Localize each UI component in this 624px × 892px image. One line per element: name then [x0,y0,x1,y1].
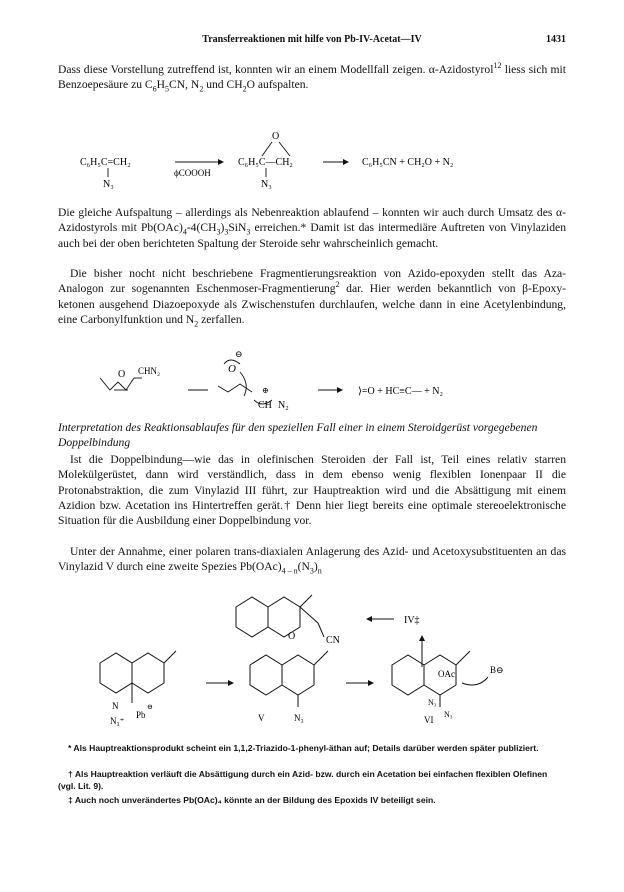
scheme3-n3-vi-2: N₃ [444,710,453,719]
scheme1-epoxide-o: O [272,131,280,142]
scheme3-n: N [112,701,119,711]
scheme1-arrowhead-2 [343,159,349,165]
scheme3-arrowhead-2 [368,680,374,686]
scheme3-o: O [288,631,296,642]
p2-text-e: erreichen.* Damit ist das intermediäre Auftreten von Vinylaziden auch bei der oben berichteten Spaltung der Steroide sehr wahrscheinlich gemacht. [58,221,566,250]
p3-text-a: Die bisher nocht nicht beschriebene Fragmentierungsreaktion von Azido-epoxyden stellt das Aza-Analogon zur sogenannten Eschenmoser-Fragmentierung [58,267,566,296]
scheme1-products: C₆H₅CN + CH₂O + N₂ [362,157,454,168]
p3-ref: 2 [335,280,340,290]
scheme3-arrowhead-1 [228,680,234,686]
p5-text-c: ) [313,560,318,574]
footnote-dagger: † Als Hauptreaktion verläuft die Absättigung durch ein Azid- bzw. durch ein Acetation bei einfachen flexiblen Olefinen (vgl. Lit. 9). [58,769,548,791]
structure-ii [100,651,176,703]
scheme3-n3: N₃ [294,713,304,723]
running-header [58,34,566,48]
structure-iv-precursor [236,595,324,637]
p2-sub-4: 4 [182,227,187,237]
p2-text-a: Die gleiche Aufspaltung – allerdings als Nebenreaktion ablaufend – konnten wir auch durch Umsatz des α-Azidostyrols mit Pb(OAc) [58,206,566,235]
scheme2-arrowhead [337,387,343,393]
p3-sub-2: 2 [194,319,199,329]
scheme1-arrowhead-1 [218,159,224,165]
p5-sub-4n: 4 – n [281,566,298,576]
p2-sub-3c: 3 [246,227,251,237]
scheme3-pb: Pb [136,710,146,720]
scheme2-n2: N₂ [278,400,289,411]
p1-text-c: CN, N [169,78,200,92]
p2-text-d: SiN [228,221,247,235]
p2-sub-3: 3 [216,227,221,237]
p3-text-b: dar. Hier werden bekanntlich von β-Epoxy-ketonen ausgehend Diazoepoxyde als Zwischenstufen durchlaufen, welche dann in eine Acetylenbindung, eine Carbonylfunktion und N [58,282,567,326]
p1-text-e: O aufspalten. [246,78,309,92]
scheme2-products: ⟩=O + HC≡C— + N₂ [358,386,443,397]
paragraph-model-case [58,62,566,93]
p3-text-c: zerfallen. [198,312,245,326]
p1-ref: 12 [493,61,502,71]
p2-text-b: -4(CH [186,221,217,235]
scheme3-n3-vi: N₃ [428,698,437,707]
p2-sub-3b: 3 [224,227,229,237]
p5-text-b: (N [297,560,310,574]
scheme-azidostyrol-cleavage [0,125,624,195]
p1-text-a: Dass diese Vorstellung zutreffend ist, konnten wir an einem Modellfall zeigen. α-Azidostyrol [58,63,494,76]
scheme2-chn2: CHN₂ [138,366,161,376]
scheme3-pb-minus: ⊖ [147,703,153,711]
scheme3-oac: OAc [438,669,455,679]
scheme1-reagent: ϕCOOOH [174,168,211,178]
structure-vi [392,651,488,707]
structure-v [250,651,328,707]
scheme3-v: V [258,713,265,723]
scheme2-plus: ⊕ [262,386,269,395]
running-title: Transferreaktionen mit hilfe von Pb-IV-Acetat—IV [202,34,422,45]
p1-sub-n2: 2 [199,84,204,94]
scheme3-vi: VI [424,715,434,725]
page-number: 1431 [546,34,566,45]
scheme3-arrowhead-back [366,616,372,622]
scheme2-curved-arrow-1 [240,372,246,396]
scheme-steroid-mechanism [0,585,624,735]
scheme3-b-minus: B⊖ [490,665,504,675]
scheme1-ep-bond-2 [279,142,290,156]
p1-sub-ch2: 2 [242,84,247,94]
scheme2-skeleton-2 [218,384,252,392]
scheme3-n3-plus: N₃⁺ [110,716,125,726]
footnote-double-dagger: ‡ Auch noch unverändertes Pb(OAc)₄ könnte an der Bildung des Epoxids IV beteiligt sein. [68,795,436,805]
p1-sub-5: 5 [165,84,170,94]
scheme2-o: O [118,369,126,380]
scheme1-epoxide: C₆H₅C—CH₂ [238,157,293,168]
p5-text-a: Unter der Annahme, einer polaren trans-diaxialen Anlagerung des Azid- und Acetoxysubstituenten an das Vinylazid V durch eine zweite Spezies Pb(OAc) [58,545,566,574]
p2-text-c: ) [220,221,225,235]
scheme-eschenmoser-aza [0,344,624,414]
scheme3-cn: CN [326,635,340,646]
paragraph-fragmentation [58,266,566,327]
p1-h: H [156,78,166,92]
scheme3-iv: IV‡ [404,615,420,626]
p5-sub-3: 3 [309,566,314,576]
section-heading: Interpretation des Reaktionsablaufes für den speziellen Fall einer in einem Steroidgerüst vorgegebenen Doppelbindung [58,421,538,450]
footnote-asterisk: * Als Hauptreaktionsprodukt scheint ein 1,1,2-Triazido-1-phenyl-äthan auf; Details darüber werden später publiziert. [68,743,539,753]
scheme2-o-ring: O [228,363,236,375]
paragraph-side-reaction [58,205,566,251]
scheme2-ch: CH [258,400,272,411]
p1-sub-6: 6 [152,84,157,94]
p5-sub-n: n [317,566,322,576]
scheme1-epoxide-n3: N₃ [261,179,272,190]
p1-text-d: und CH [203,78,243,92]
scheme2-o-minus: ⊖ [235,349,243,359]
scheme3-arrowhead-up [419,635,425,641]
scheme1-reactant-n3: N₃ [103,179,114,190]
scheme2-epoxide-skeleton [100,378,134,390]
paragraph-steroid: Ist die Doppelbindung—wie das in olefinischen Steroiden der Fall ist, Teil eines relativ starren Molekülgerüstet, dann wird verständlich, dass in dem ebenso wenig flexiblen Ionenpaar II die Protonabstraktion, die zum Vinylazid III führt, zur Hauptreaktion wird und die Absättigung mit einem Azidion bzw. Acetation ins Hintertreffen gerät.† Denn hier liegt bereits eine optimale stereoelektronische Situation für die Ausbildung einer Doppelbindung vor. [58,453,566,528]
scheme1-ep-bond-1 [262,142,272,156]
p1-text-b: liess sich mit Benzoepesäure zu C [58,63,566,92]
scheme1-reactant: C₆H₅C=CH₂ [80,157,131,168]
paragraph-vinylazide [58,544,566,575]
